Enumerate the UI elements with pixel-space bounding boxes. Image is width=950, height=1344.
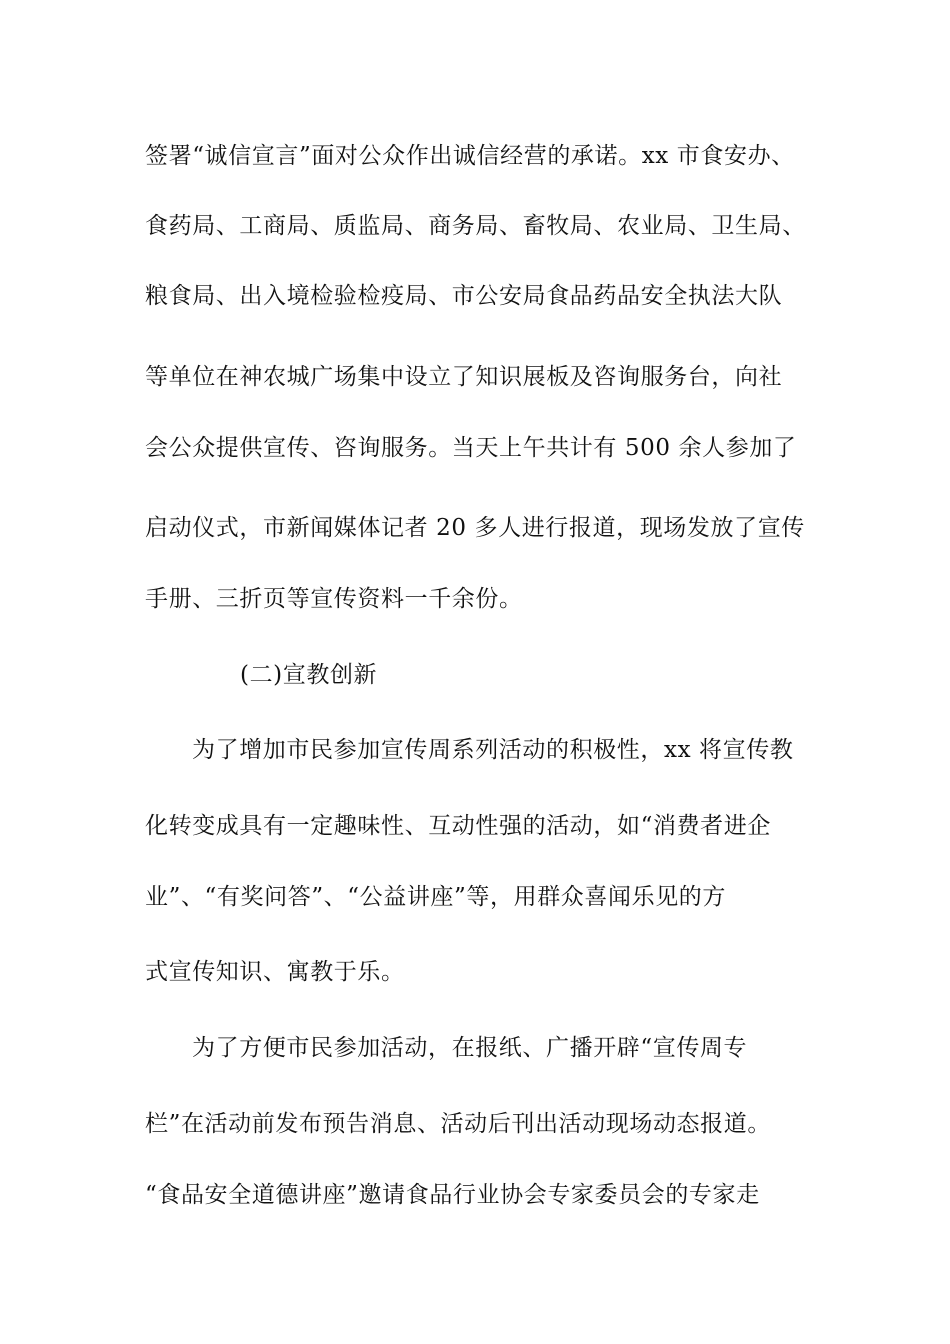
body-line: 启动仪式，市新闻媒体记者 20 多人进行报道，现场发放了宣传 xyxy=(145,515,805,541)
section-heading: (二)宣教创新 xyxy=(240,662,378,688)
body-line: 签署“诚信宣言”面对公众作出诚信经营的承诺。xx 市食安办、 xyxy=(145,143,795,169)
body-line: “食品安全道德讲座”邀请食品行业协会专家委员会的专家走 xyxy=(145,1182,760,1208)
body-line: 会公众提供宣传、咨询服务。当天上午共计有 500 余人参加了 xyxy=(145,435,797,461)
body-line: 手册、三折页等宣传资料一千余份。 xyxy=(145,586,523,612)
body-line: 粮食局、出入境检验检疫局、市公安局食品药品安全执法大队 xyxy=(145,283,783,309)
body-line: 式宣传知识、寓教于乐。 xyxy=(145,959,405,985)
body-line: 栏”在活动前发布预告消息、活动后刊出活动现场动态报道。 xyxy=(145,1111,771,1137)
body-line: 业”、“有奖问答”、“公益讲座”等，用群众喜闻乐见的方 xyxy=(145,884,726,910)
paragraph-first-line: 为了方便市民参加活动，在报纸、广播开辟“宣传周专 xyxy=(192,1035,748,1061)
body-line: 等单位在神农城广场集中设立了知识展板及咨询服务台，向社 xyxy=(145,364,783,390)
body-line: 化转变成具有一定趣味性、互动性强的活动，如“消费者进企 xyxy=(145,813,771,839)
paragraph-first-line: 为了增加市民参加宣传周系列活动的积极性，xx 将宣传教 xyxy=(192,737,794,763)
body-line: 食药局、工商局、质监局、商务局、畜牧局、农业局、卫生局、 xyxy=(145,213,806,239)
